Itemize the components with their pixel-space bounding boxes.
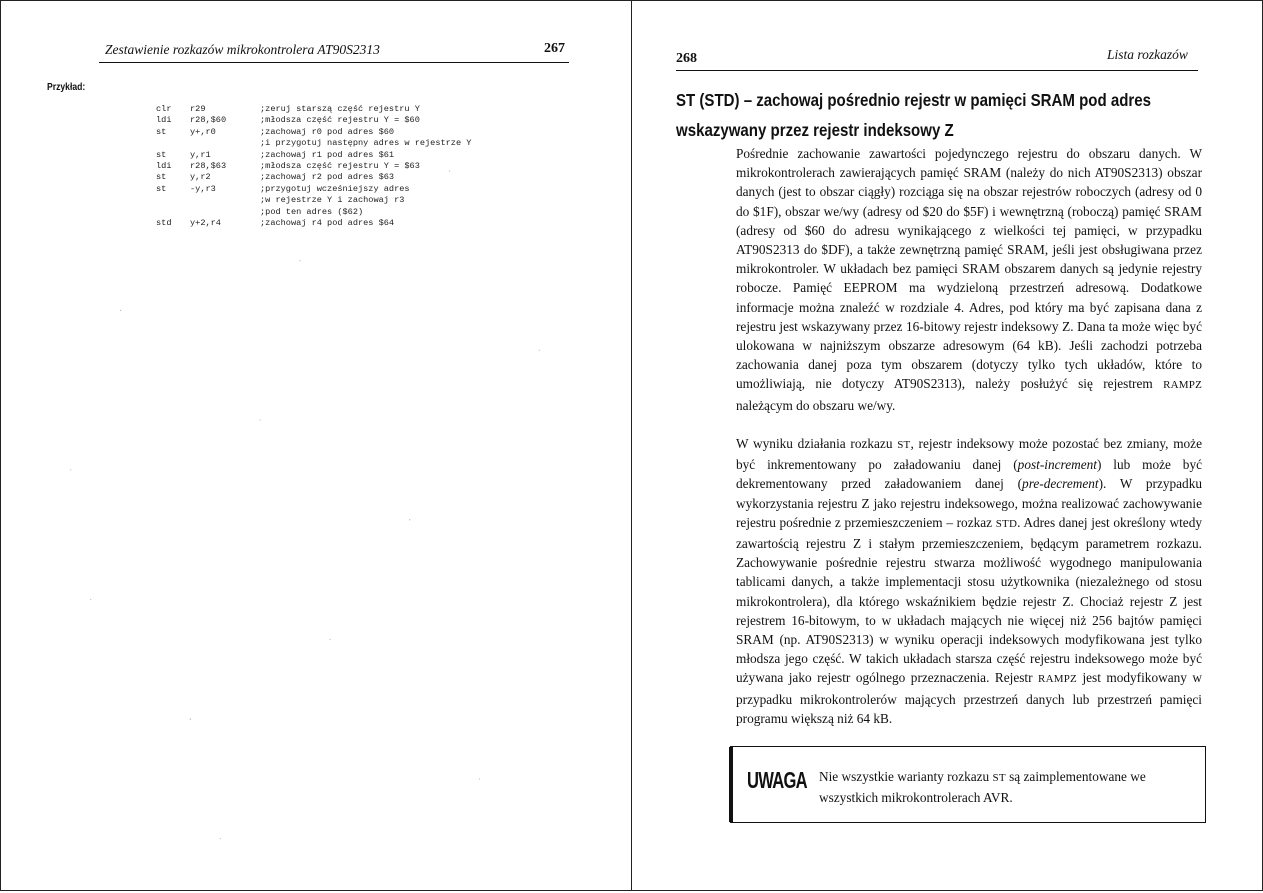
warning-badge: UWAGA [747, 767, 807, 793]
example-label: Przykład: [47, 81, 86, 93]
code-line: ldi r28,$63 ;młodsza część rejestru Y = $63 [156, 160, 420, 171]
section-heading [676, 85, 1226, 145]
running-title-left: Zestawienie rozkazów mikrokontrolera AT90S2313 [105, 42, 380, 57]
code-line: st y,r1 ;zachowaj r1 pod adres $61 [156, 149, 395, 160]
note-box-edge [729, 747, 739, 822]
code-line: std y+2,r4 ;zachowaj r4 pod adres $64 [156, 217, 395, 228]
heading-line-2: wskazywany przez rejestr indeksowy Z [676, 120, 954, 140]
right-page [631, 0, 1263, 891]
code-line: ldi r28,$60 ;młodsza część rejestru Y = $60 [156, 115, 420, 126]
paragraph-2: W wyniku działania rozkazu ST, rejestr indeksowy może pozostać bez zmiany, może być inkrementowany po załadowaniu danej (post-increment) lub może być dekrementowany przed załadowaniem danej (pre-decrement). W przypadku wykorzystania rejestru Z jako rejestru indeksowego, można realizować zachowywanie rejestru pośrednie z przemieszczeniem – rozkaz STD. Adres danej jest określony wtedy zawartością rejestru Z i stałym przemieszczeniem, będącym parametrem rozkazu. Zachowywanie pośrednie rejestru stwarza możliwość wygodnego manipulowania tablicami danych, a także implementacji stosu użytkownika (niezależnego od stosu mikrokontrolera), dla którego wskaźnikiem będzie rejestr Z. Chociaż rejestr Z jest rejestrem 16-bitowym, to w układach mających nie więcej niż 256 bajtów pamięci SRAM (np. AT90S2313) w wyniku operacji indeksowych modyfikowana jest tylko młodsza jego część. W takich układach starsza część rejestru indeksowego może być używana jako rejestr ogólnego przeznaczenia. Rejestr RAMPZ jest modyfikowany w przypadku mikrokontrolerów mających przestrzeń danych lub przestrzeń pamięci programu większą niż 64 kB. [736, 436, 1203, 726]
page-number-left: 267 [544, 41, 565, 56]
header-rule-right [676, 70, 1198, 71]
code-line: ;pod ten adres ($62) [260, 206, 364, 217]
left-page [0, 0, 632, 891]
paragraph-1: Pośrednie zachowanie zawartości pojedynczego rejestru do obszaru danych. W mikrokontrolerach zawierających pamięć SRAM (należy do nich AT90S2313) obszar danych (jest to obszar ciągły) rozciąga się na obszar rejestrów roboczych (adresy od 0 do $1F), obszar we/wy (adresy od $20 do $5F) i wewnętrzną (roboczą) pamięć SRAM (adresy od $60 do adresu wynikającego z wielkości tej pamięci, w przypadku AT90S2313 do $DF), a także zewnętrzną pamięć SRAM, jeśli jest obsługiwana przez mikrokontroler. W układach bez pamięci SRAM obszarem danych są jedynie rejestry robocze. Pamięć EEPROM ma wydzieloną przestrzeń adresową. Dodatkowe informacje można znaleźć w rozdziale 4. Adres, pod który ma być zapisana dana z rejestru jest wskazywany przez 16-bitowy rejestr indeksowy Z. Dana ta może więc być ulokowana w najniższym obszarze adresowym (64 kB). Jeśli zachodzi potrzeba zachowania danej poza tym obszarem (dotyczy tylko tych układów, które to umożliwiają, nie dotyczy AT90S2313), należy posłużyć się rejestrem RAMPZ należącym do obszaru we/wy. [736, 146, 1202, 413]
code-line: clr r29 ;zeruj starszą część rejestru Y [156, 104, 420, 114]
header-rule-left [99, 62, 569, 63]
note-box [730, 746, 1206, 823]
code-line: ;w rejestrze Y i zachowaj r3 [260, 195, 405, 206]
code-line: ;i przygotuj następny adres w rejestrze Y [260, 138, 472, 149]
page-number-right: 268 [676, 51, 697, 66]
code-listing [156, 104, 471, 229]
running-title-right: Lista rozkazów [1107, 47, 1188, 62]
code-line: st y+,r0 ;zachowaj r0 pod adres $60 [156, 126, 395, 137]
code-line: st y,r2 ;zachowaj r2 pod adres $63 [156, 172, 395, 183]
code-line: st -y,r3 ;przygotuj wcześniejszy adres [156, 183, 410, 194]
heading-line-1: ST (STD) – zachowaj pośrednio rejestr w pamięci SRAM pod adres [676, 90, 1152, 110]
note-text: Nie wszystkie warianty rozkazu ST są zaimplementowane we wszystkich mikrokontrolerach AVR. [819, 769, 1146, 805]
